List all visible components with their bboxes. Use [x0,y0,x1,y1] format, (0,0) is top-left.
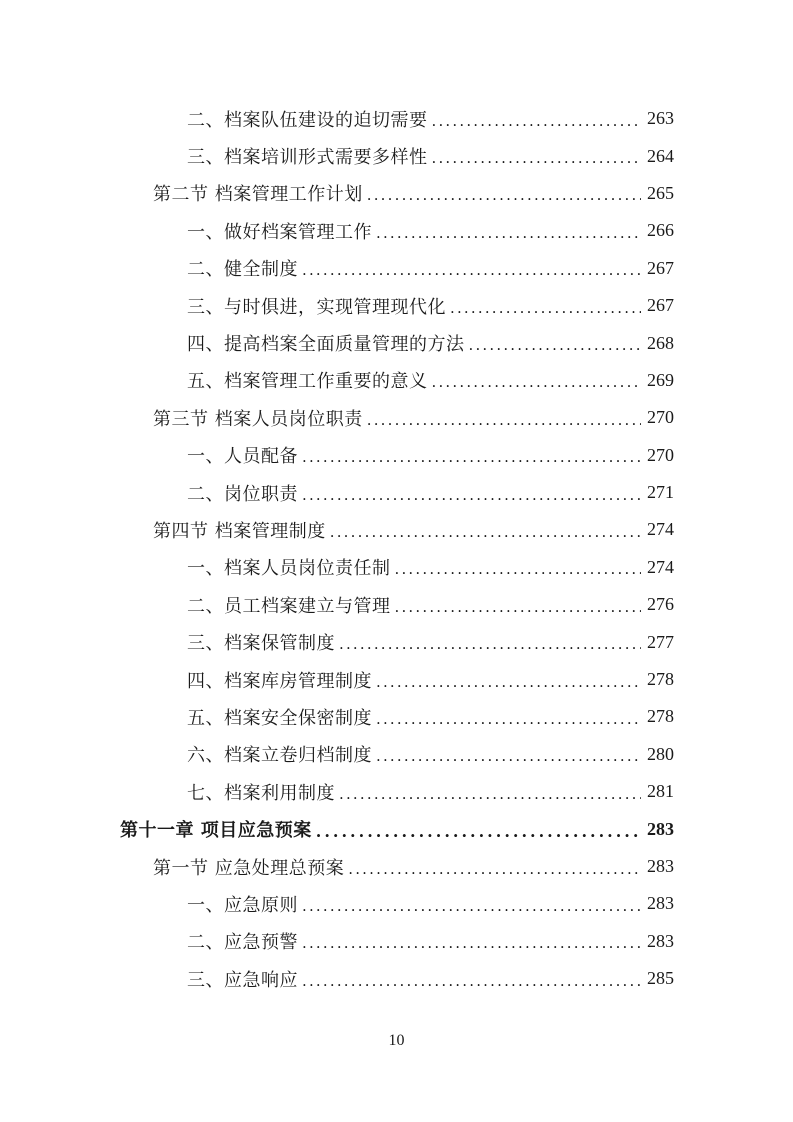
toc-dot-leader [302,445,641,465]
toc-entry-page: 285 [647,968,674,989]
toc-dot-leader [316,819,641,840]
toc-dot-leader [432,146,642,166]
toc-dot-leader [367,183,641,203]
toc-entry-label: 第三节 档案人员岗位职责 [153,408,363,430]
toc-dot-leader [302,894,641,914]
toc-entry-item[interactable] [0,773,793,810]
toc-dot-leader [432,370,642,390]
toc-entry-page: 276 [647,594,674,615]
toc-entry-item[interactable] [0,212,793,249]
toc-entry-item[interactable] [0,586,793,623]
toc-dot-leader [432,109,642,129]
toc-entry-item[interactable] [0,960,793,997]
toc-entry-label: 五、档案安全保密制度 [187,707,372,729]
toc-dot-leader [339,632,641,652]
toc-entry-label: 三、应急响应 [187,969,298,991]
table-of-contents [0,100,793,997]
toc-entry-label: 六、档案立卷归档制度 [187,745,372,767]
toc-entry-item[interactable] [0,698,793,735]
toc-dot-leader [302,969,641,989]
toc-dot-leader [330,520,641,540]
toc-entry-page: 280 [647,743,674,764]
toc-entry-page: 268 [647,332,674,353]
toc-entry-label: 三、与时俱进，实现管理现代化 [187,296,446,318]
toc-entry-page: 267 [647,295,674,316]
toc-entry-label: 二、应急预警 [187,932,298,954]
toc-entry-item[interactable] [0,250,793,287]
toc-entry-item[interactable] [0,137,793,174]
toc-dot-leader [302,258,641,278]
toc-entry-section[interactable] [0,511,793,548]
toc-entry-label: 第一节 应急处理总预案 [153,857,345,879]
toc-entry-section[interactable] [0,848,793,885]
toc-entry-page: 269 [647,369,674,390]
toc-entry-label: 三、档案保管制度 [187,633,335,655]
toc-entry-section[interactable] [0,399,793,436]
toc-entry-label: 二、档案队伍建设的迫切需要 [187,109,428,131]
toc-entry-item[interactable] [0,437,793,474]
toc-dot-leader [376,707,641,727]
toc-entry-label: 二、岗位职责 [187,483,298,505]
toc-dot-leader [302,931,641,951]
toc-dot-leader [376,670,641,690]
toc-entry-page: 270 [647,444,674,465]
toc-entry-page: 267 [647,257,674,278]
page-number: 10 [388,1032,405,1049]
toc-dot-leader [348,857,641,877]
toc-dot-leader [395,595,642,615]
toc-entry-item[interactable] [0,362,793,399]
toc-entry-page: 277 [647,631,674,652]
toc-entry-page: 283 [647,893,674,914]
toc-entry-label: 第二节 档案管理工作计划 [153,184,363,206]
toc-entry-label: 一、人员配备 [187,446,298,468]
toc-dot-leader [395,557,642,577]
toc-entry-page: 270 [647,407,674,428]
toc-entry-label: 一、档案人员岗位责任制 [187,558,391,580]
toc-entry-page: 281 [647,781,674,802]
toc-entry-page: 278 [647,669,674,690]
toc-entry-item[interactable] [0,474,793,511]
toc-dot-leader [376,744,641,764]
toc-entry-chapter[interactable] [0,810,793,847]
toc-entry-item[interactable] [0,287,793,324]
toc-entry-label: 第四节 档案管理制度 [153,520,326,542]
toc-dot-leader [339,782,641,802]
toc-entry-label: 七、档案利用制度 [187,782,335,804]
toc-entry-item[interactable] [0,885,793,922]
toc-dot-leader [450,296,641,316]
toc-entry-page: 263 [647,108,674,129]
toc-entry-label: 二、健全制度 [187,259,298,281]
toc-entry-item[interactable] [0,923,793,960]
toc-dot-leader [367,408,641,428]
toc-entry-page: 264 [647,145,674,166]
toc-entry-page: 266 [647,220,674,241]
toc-entry-page: 274 [647,519,674,540]
toc-dot-leader [376,221,641,241]
toc-entry-page: 265 [647,182,674,203]
toc-entry-item[interactable] [0,324,793,361]
toc-dot-leader [302,483,641,503]
toc-entry-page: 278 [647,706,674,727]
toc-entry-item[interactable] [0,623,793,660]
toc-entry-item[interactable] [0,736,793,773]
toc-entry-page: 283 [647,930,674,951]
toc-entry-label: 一、应急原则 [187,894,298,916]
toc-entry-page: 283 [647,818,674,839]
toc-entry-item[interactable] [0,100,793,137]
toc-entry-label: 第十一章 项目应急预案 [120,820,312,842]
toc-entry-page: 271 [647,482,674,503]
toc-entry-label: 一、做好档案管理工作 [187,221,372,243]
toc-entry-item[interactable] [0,661,793,698]
toc-dot-leader [469,333,642,353]
toc-entry-label: 二、员工档案建立与管理 [187,595,391,617]
toc-entry-label: 四、档案库房管理制度 [187,670,372,692]
toc-entry-label: 五、档案管理工作重要的意义 [187,371,428,393]
toc-entry-page: 274 [647,556,674,577]
toc-entry-section[interactable] [0,175,793,212]
toc-entry-page: 283 [647,856,674,876]
toc-entry-label: 四、提高档案全面质量管理的方法 [187,334,465,356]
toc-entry-item[interactable] [0,549,793,586]
toc-entry-label: 三、档案培训形式需要多样性 [187,147,428,169]
